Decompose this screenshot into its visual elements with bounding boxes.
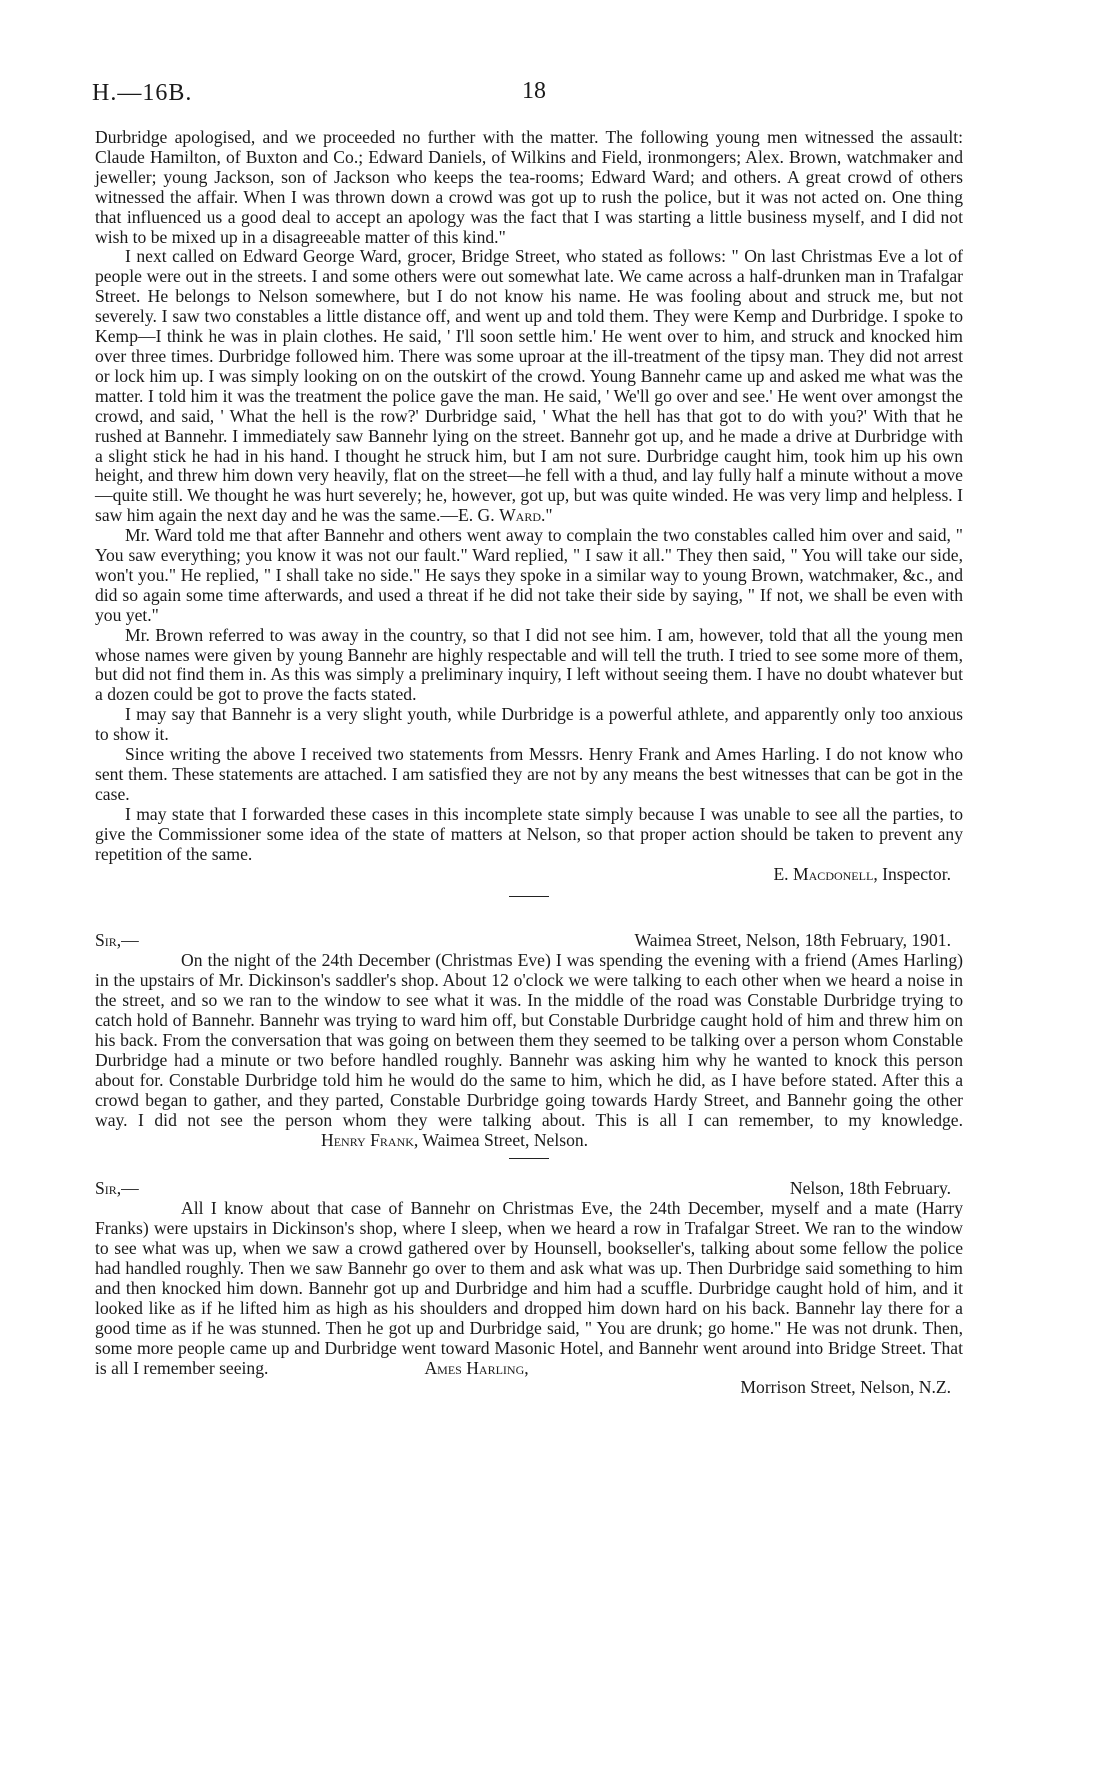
report-paragraph-3: Mr. Ward told me that after Bannehr and others went away to complain the two constables called him over and said, " You saw everything; you know it was not our fault." Ward replied, " I saw it all." They then said, " You will take our side, won't you." He replied, " I shall take no side." He says they spoke in a similar way to young Brown, watchmaker, &c., and did so again some time afterwards, and used a threat if he did not take their side by saying, " If not, we shall be even with you yet." — [95, 525, 963, 625]
report-paragraph-5: I may say that Bannehr is a very slight youth, while Durbridge is a powerful athlete, and apparently only too anxious to show it. — [95, 704, 963, 745]
document-reference: H.—16B. — [92, 80, 193, 106]
report-paragraph-7: I may state that I forwarded these cases in this incomplete state simply because I was unable to see all the parties, to give the Commissioner some idea of the state of matters at Nelson, so that proper action should be taken to prevent any repetition of the same. — [95, 803, 963, 864]
report-paragraph-4: Mr. Brown referred to was away in the country, so that I did not see him. I am, however, told that all the young men whose names were given by young Bannehr are highly respectable and will tell the truth. I tried to see some more of them, but did not find them in. As this was simply a preliminary inquiry, I left without seeing them. I have no doubt whatever but a dozen could be got to prove the facts stated. — [95, 624, 963, 705]
letter-2-place-date: Nelson, 18th February. — [789, 1178, 951, 1199]
section-divider — [509, 896, 549, 897]
document-body — [95, 128, 963, 1398]
letter-2-body: All I know about that case of Bannehr on Christmas Eve, the 24th December, myself and a mate (Harry Franks) were upstairs in Dickinson's shop, where I sleep, when we heard a row in Trafalgar Street. We ran to the window to see what was up, when we saw a crowd gathered over by Hounsell, bookseller's, talking about some fellow the police had handled roughly. Then we saw Bannehr go over to them and ask what was up. Then Durbridge said something to him and then knocked him down. Bannehr got up and Durbridge and him had a scuffle. Durbridge caught hold of him, and it looked like as if he lifted him as high as his shoulders and dropped him down hard on his back. Bannehr lay there for a good time as if he was stunned. Then he got up and Durbridge said, " You are drunk; go home." He was not drunk. Then, some more people came up and Durbridge went toward Masonic Hotel, and Bannehr went around into Bridge Street. That is all I remember seeing. Ames Harling, — [95, 1198, 963, 1378]
ward-statement: I next called on Edward George Ward, grocer, Bridge Street, who stated as follows: " On last Christmas Eve a lot of people were out in the streets. I and some others were out somewhat late. We came across a half-drunken man in Trafalgar Street. He belongs to Nelson somewhere, but I do not know his name. He was fooling about and struck me, but not severely. I saw two constables a little distance off, and went up and told them. They were Kemp and Durbridge. I spoke to Kemp—I think he was in plain clothes. He said, ' I'll soon settle him.' He went over to him, and struck and knocked him over three times. Durbridge followed him. There was some uproar at the ill-treatment of the tipsy man. They did not arrest or lock him up. I was simply looking on on the outskirt of the crowd. Young Bannehr came up and asked me what was the matter. I told him it was the treatment the police gave the man. He said, ' We'll go over and see.' He went over amongst the crowd, and said, ' What the hell is the row?' Durbridge said, ' What the hell has that got to do with you?' With that he rushed at Bannehr. I immediately saw Bannehr lying on the street. Bannehr got up, and he made a drive at Durbridge with a slight stick he had in his hand. I thought he struck him, but I am not sure. Durbridge caught him, took him up his own height, and threw him down very heavily, flat on the street—he fell with a thud, and lay fully half a minute without a move—quite still. We thought he was hurt severely; he, however, got up, but was quite winded. He was very limp and helpless. I saw him again the next day and he was the same.—E. G. — [95, 246, 963, 526]
letter-1-heading — [95, 931, 963, 951]
letter-2-signature: Ames Harling, — [424, 1357, 529, 1378]
report-paragraph-2: I next called on Edward George Ward, grocer, Bridge Street, who stated as follows: " On last Christmas Eve a lot of people were out in the streets. I and some others were out somewhat late. We came across a half-drunken man in Trafalgar Street. He belongs to Nelson somewhere, but I do not know his name. He was fooling about and struck me, but not severely. I saw two constables a little distance off, and went up and told them. They were Kemp and Durbridge. I spoke to Kemp—I think he was in plain clothes. He said, ' I'll soon settle him.' He went over to him, and struck and knocked him over three times. Durbridge followed him. There was some uproar at the ill-treatment of the tipsy man. They did not arrest or lock him up. I was simply looking on on the outskirt of the crowd. Young Bannehr came up and asked me what was the matter. I told him it was the treatment the police gave the man. He said, ' We'll go over and see.' He went over amongst the crowd, and said, ' What the hell is the row?' Durbridge said, ' What the hell has that got to do with you?' With that he rushed at Bannehr. I immediately saw Bannehr lying on the street. Bannehr got up, and he made a drive at Durbridge with a slight stick he had in his hand. I thought he struck him, but I am not sure. Durbridge caught him, took him up his own height, and threw him down very heavily, flat on the street—he fell with a thud, and lay fully half a minute without a move—quite still. We thought he was hurt severely; he, however, got up, but was quite winded. He was very limp and helpless. I saw him again the next day and he was the same.—E. G. Ward." — [95, 246, 963, 526]
letter-2-heading — [95, 1179, 963, 1199]
letter-2-salutation: Sir,— — [95, 1178, 139, 1199]
page-number: 18 — [522, 78, 546, 104]
report-paragraph-1: Durbridge apologised, and we proceeded no further with the matter. The following young men witnessed the assault: Claude Hamilton, of Buxton and Co.; Edward Daniels, of Wilkins and Field, ironmongers; Alex. Brown, watchmaker and jeweller; young Jackson, son of Jackson who keeps the tea-rooms; Edward Ward; and others. A great crowd of others witnessed the affair. When I was thrown down a crowd was got up to rush the police, but it was not acted on. One thing that influenced us a good deal to accept an apology was the fact that I was starting a little business myself, and I did not wish to be mixed up in a disagreeable matter of this kind." — [95, 127, 963, 247]
inspector-signature: E. Macdonell, Inspector. — [773, 863, 951, 884]
letter-2-address: Morrison Street, Nelson, N.Z. — [740, 1377, 951, 1398]
letter-1-body: On the night of the 24th December (Christmas Eve) I was spending the evening with a friend (Ames Harling) in the upstairs of Mr. Dickinson's saddler's shop. About 12 o'clock we were talking to each other when we heard a noise in the street, and so we ran to the window to see what it was. In the middle of the road was Constable Durbridge trying to catch hold of Bannehr. Bannehr was trying to ward him off, but Constable Durbridge caught hold of him and threw him on his back. From the conversation that was going on between them they seemed to be talking over a person whom Constable Durbridge had a minute or two before handled roughly. Bannehr was asking him why he wanted to knock this person about for. Constable Durbridge told him he would do the same to him, which he did, as I have before stated. After this a crowd began to gather, and they parted, Constable Durbridge going towards Hardy Street, and Bannehr going the other way. I did not see the person whom they were talking about. This is all I can remember, to my knowledge.Henry Frank, Waimea Street, Nelson. — [95, 950, 963, 1150]
letter-1-salutation: Sir,— — [95, 930, 139, 951]
ward-signature: Ward. — [499, 505, 546, 526]
section-divider — [509, 1158, 549, 1159]
letter-1-signature: Henry Frank, Waimea Street, Nelson. — [321, 1129, 589, 1150]
report-paragraph-6: Since writing the above I received two statements from Messrs. Henry Frank and Ames Harling. I do not know who sent them. These statements are attached. I am satisfied they are not by any means the best witnesses that can be got in the case. — [95, 744, 963, 804]
letter-1-place-date: Waimea Street, Nelson, 18th February, 1901. — [634, 930, 951, 951]
